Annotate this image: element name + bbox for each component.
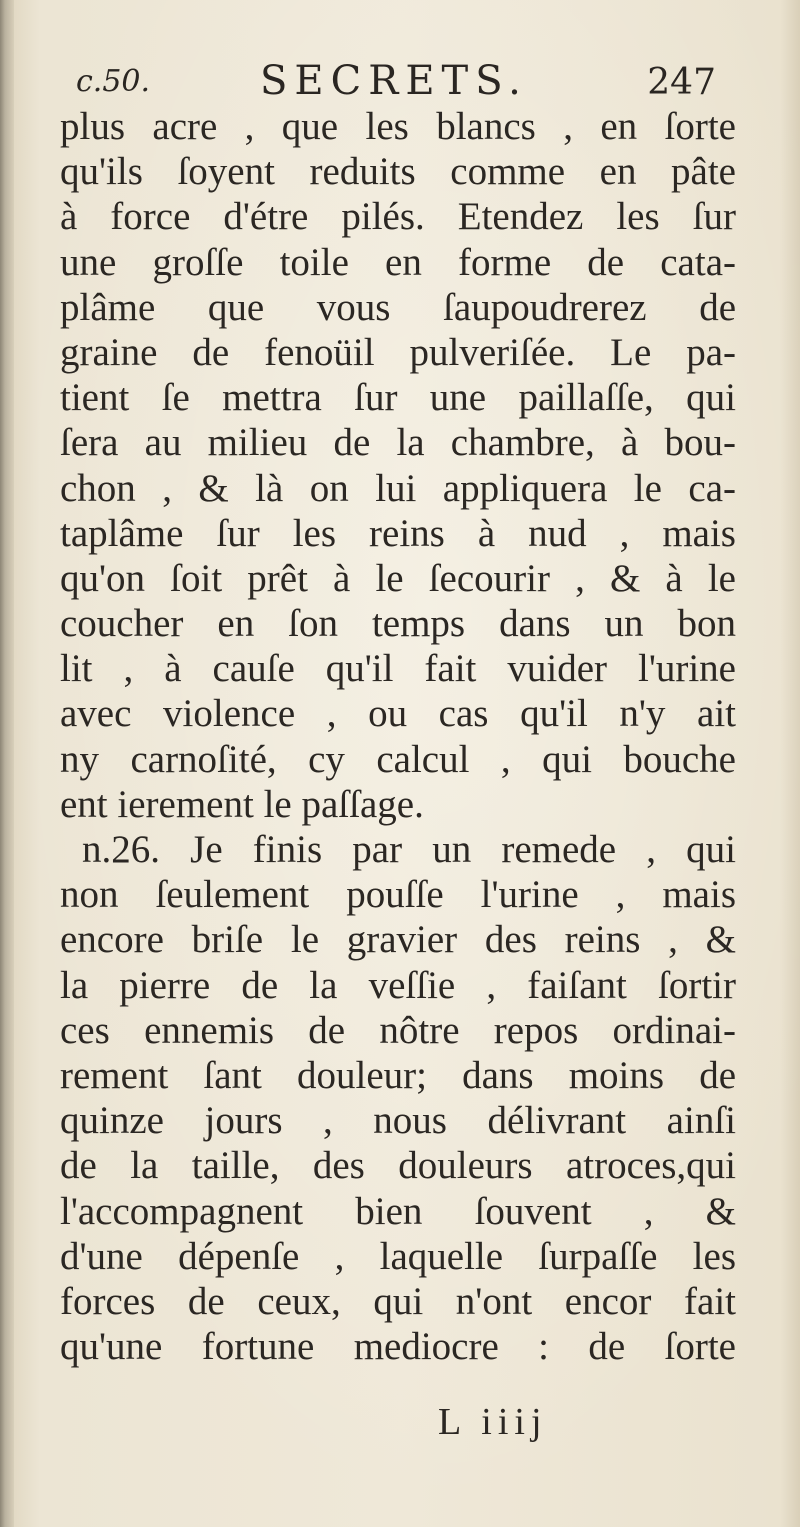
text-line: de la taille, des douleurs atroces,qui	[60, 1144, 736, 1188]
text-line: ces ennemis de nôtre repos ordinai-	[60, 1008, 736, 1052]
text-line: avec violence , ou cas qu'il n'y ait	[60, 692, 736, 736]
text-line: une groſſe toile en forme de cata-	[60, 240, 736, 284]
text-line: qu'une fortune mediocre : de ſorte	[60, 1325, 736, 1369]
text-line: lit , à cauſe qu'il fait vuider l'urine	[60, 647, 736, 691]
text-line: l'accompagnent bien ſouvent , &	[60, 1189, 736, 1233]
page-number: 247	[647, 62, 716, 103]
paragraph-end-line: ent ierement le paſſage.	[60, 782, 424, 826]
signature-mark: L iiij	[438, 1401, 548, 1443]
text-line: à force d'étre pilés. Etendez les ſur	[60, 195, 736, 239]
text-line: tient ſe mettra ſur une paillaſſe, qui	[60, 376, 736, 420]
text-line: forces de ceux, qui n'ont encor fait	[60, 1279, 736, 1323]
text-line: encore briſe le gravier des reins , &	[60, 918, 736, 962]
chapter-reference: c.50.	[76, 64, 151, 99]
text-line: rement ſant douleur; dans moins de	[60, 1053, 736, 1097]
text-line: ny carnoſité, cy calcul , qui bouche	[60, 737, 736, 781]
text-line: coucher en ſon temps dans un bon	[60, 602, 736, 646]
text-line: plus acre , que les blancs , en ſorte	[60, 105, 736, 148]
running-title: SECRETS.	[260, 58, 528, 104]
text-line: graine de fenoüil pulveriſée. Le pa-	[60, 330, 736, 374]
text-line: taplâme ſur les reins à nud , mais	[60, 511, 736, 555]
text-line: chon , & là on lui appliquera le ca-	[60, 466, 736, 510]
page-binding-shadow	[0, 0, 14, 1527]
text-line: quinze jours , nous délivrant ainſi	[60, 1099, 736, 1143]
body-text	[60, 104, 736, 1369]
text-line: qu'on ſoit prêt à le ſecourir , & à le	[60, 556, 736, 600]
text-line: ſera au milieu de la chambre, à bou-	[60, 421, 736, 465]
text-line: la pierre de la veſſie , faiſant ſortir	[60, 963, 736, 1007]
text-line: n.26. Je finis par un remede , qui	[82, 828, 736, 871]
text-line: non ſeulement pouſſe l'urine , mais	[60, 873, 736, 917]
text-line: d'une dépenſe , laquelle ſurpaſſe les	[60, 1234, 736, 1278]
text-line: qu'ils ſoyent reduits comme en pâte	[60, 150, 736, 194]
text-line: plâme que vous ſaupoudrerez de	[60, 285, 736, 329]
